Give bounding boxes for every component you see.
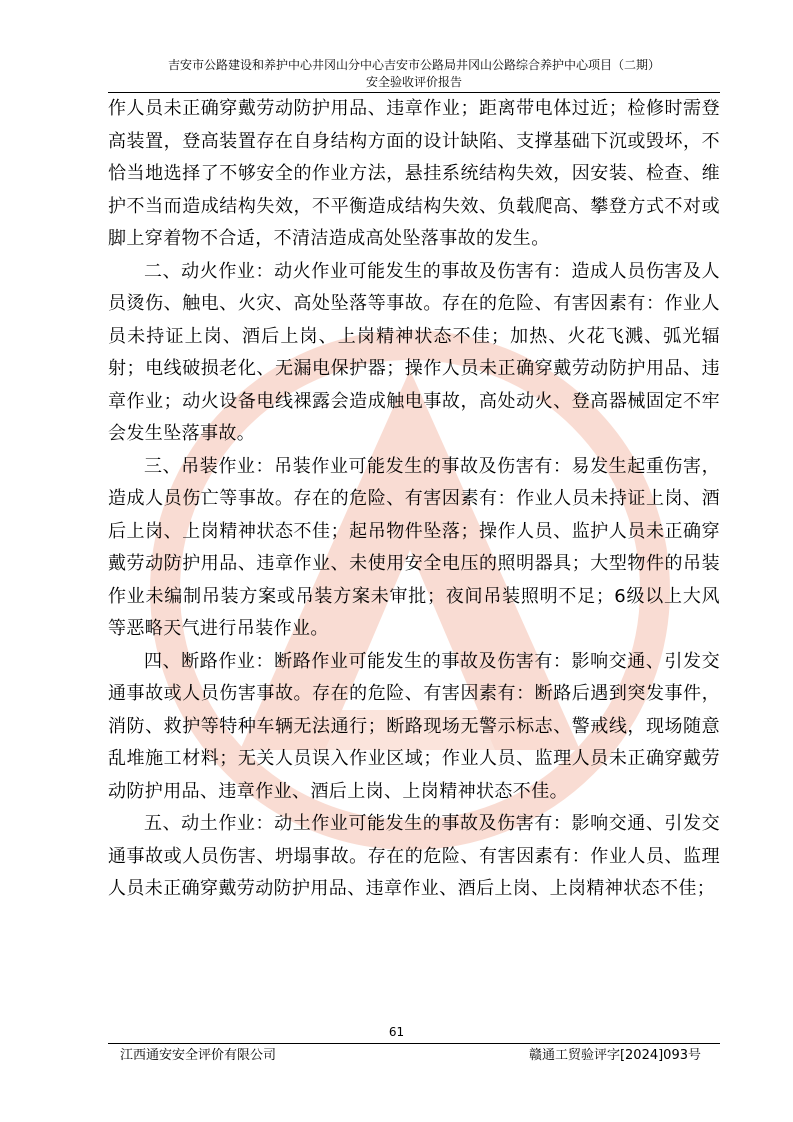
page-header <box>108 57 720 91</box>
footer-document-number: 赣通工贸验评字[2024]093号 <box>528 1048 701 1063</box>
page-number: 61 <box>388 1025 405 1039</box>
paragraph: 四、断路作业：断路作业可能发生的事故及伤害有：影响交通、引发交通事故或人员伤害事故。存在的危险、有害因素有：断路后遇到突发事件，消防、救护等特种车辆无法通行；断路现场无警示标志、警戒线，现场随意乱堆施工材料；无关人员误入作业区域；作业人员、监理人员未正确穿戴劳动防护用品、违章作业、酒后上岗、上岗精神状态不佳。 <box>108 650 720 802</box>
paragraph: 三、吊装作业：吊装作业可能发生的事故及伤害有：易发生起重伤害，造成人员伤亡等事故。存在的危险、有害因素有：作业人员未持证上岗、酒后上岗、上岗精神状态不佳；起吊物件坠落；操作人员、监护人员未正确穿戴劳动防护用品、违章作业、未使用安全电压的照明器具；大型物件的吊装作业未编制吊装方案或吊装方案未审批；夜间吊装照明不足；6级以上大风等恶略天气进行吊装作业。 <box>108 455 720 639</box>
paragraph: 五、动土作业：动土作业可能发生的事故及伤害有：影响交通、引发交通事故或人员伤害、坍塌事故。存在的危险、有害因素有：作业人员、监理人员未正确穿戴劳动防护用品、违章作业、酒后上岗、上岗精神状态不佳； <box>108 813 720 899</box>
header-title-line1: 吉安市公路建设和养护中心井冈山分中心吉安市公路局井冈山公路综合养护中心项目（二期） <box>167 58 660 72</box>
document-body <box>108 93 720 906</box>
header-title-line2: 安全验收评价报告 <box>365 75 462 89</box>
paragraph: 二、动火作业：动火作业可能发生的事故及伤害有：造成人员伤害及人员烫伤、触电、火灾、高处坠落等事故。存在的危险、有害因素有：作业人员未持证上岗、酒后上岗、上岗精神状态不佳；加热、火花飞溅、弧光辐射；电线破损老化、无漏电保护器；操作人员未正确穿戴劳动防护用品、违章作业；动火设备电线裸露会造成触电事故，高处动火、登高器械固定不牢会发生坠落事故。 <box>108 260 720 444</box>
footer-company-name: 江西通安安全评价有限公司 <box>120 1048 277 1063</box>
paragraph: 作人员未正确穿戴劳动防护用品、违章作业；距离带电体过近；检修时需登高装置，登高装置存在自身结构方面的设计缺陷、支撑基础下沉或毁坏，不恰当地选择了不够安全的作业方法，悬挂系统结构失效，因安装、检查、维护不当而造成结构失效，不平衡造成结构失效、负载爬高、攀登方式不对或脚上穿着物不合适，不清洁造成高处坠落事故的发生。 <box>108 98 720 249</box>
